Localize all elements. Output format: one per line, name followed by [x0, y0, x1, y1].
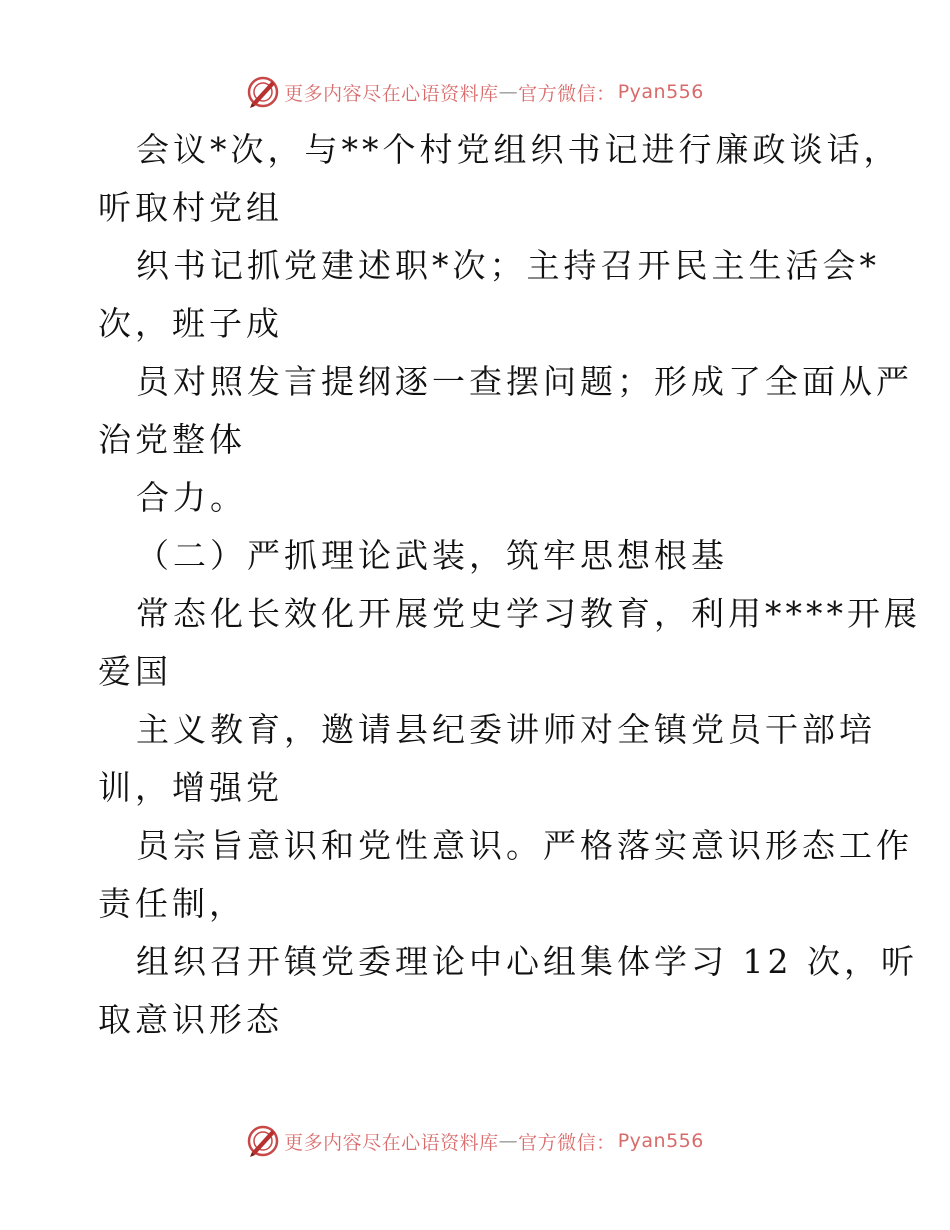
text-line: 组织召开镇党委理论中心组集体学习 12 次，听	[136, 942, 918, 981]
watermark-wechat-label: 官方微信：	[518, 82, 616, 105]
text-line: 主义教育，邀请县纪委讲师对全镇党员干部培	[136, 710, 876, 749]
red-pen-circle-logo-icon	[246, 1124, 280, 1158]
text-line: 责任制，	[98, 884, 246, 923]
text-line: 听取村党组	[98, 188, 283, 227]
text-line: 取意识形态	[98, 1000, 283, 1039]
watermark-wechat-label: 官方微信：	[518, 1131, 616, 1154]
text-line: 爱国	[98, 652, 172, 691]
watermark-brand: 更多内容尽在心语资料库	[284, 1131, 499, 1154]
red-pen-circle-logo-icon	[246, 75, 280, 109]
section-heading: （二）严抓理论武装，筑牢思想根基	[136, 536, 728, 575]
header-watermark	[0, 72, 950, 112]
text-line: 治党整体	[98, 420, 246, 459]
text-line: 合力。	[136, 478, 247, 517]
watermark-separator: —	[498, 1130, 519, 1152]
text-line: 训，增强党	[98, 768, 283, 807]
text-line: 员宗旨意识和党性意识。严格落实意识形态工作	[136, 826, 913, 865]
text-line: 次，班子成	[98, 304, 283, 343]
watermark-brand: 更多内容尽在心语资料库	[284, 82, 499, 105]
text-line: 员对照发言提纲逐一查摆问题；形成了全面从严	[136, 362, 913, 401]
text-line: 会议*次，与**个村党组织书记进行廉政谈话，	[136, 130, 901, 169]
text-line: 织书记抓党建述职*次；主持召开民主生活会*	[136, 246, 880, 285]
watermark-wechat-id: Pyan556	[617, 1130, 704, 1152]
watermark-wechat-id: Pyan556	[617, 81, 704, 103]
text-line: 常态化长效化开展党史学习教育，利用****开展	[136, 594, 921, 633]
document-body	[98, 121, 921, 1049]
watermark-separator: —	[498, 81, 519, 103]
footer-watermark	[0, 1121, 950, 1161]
